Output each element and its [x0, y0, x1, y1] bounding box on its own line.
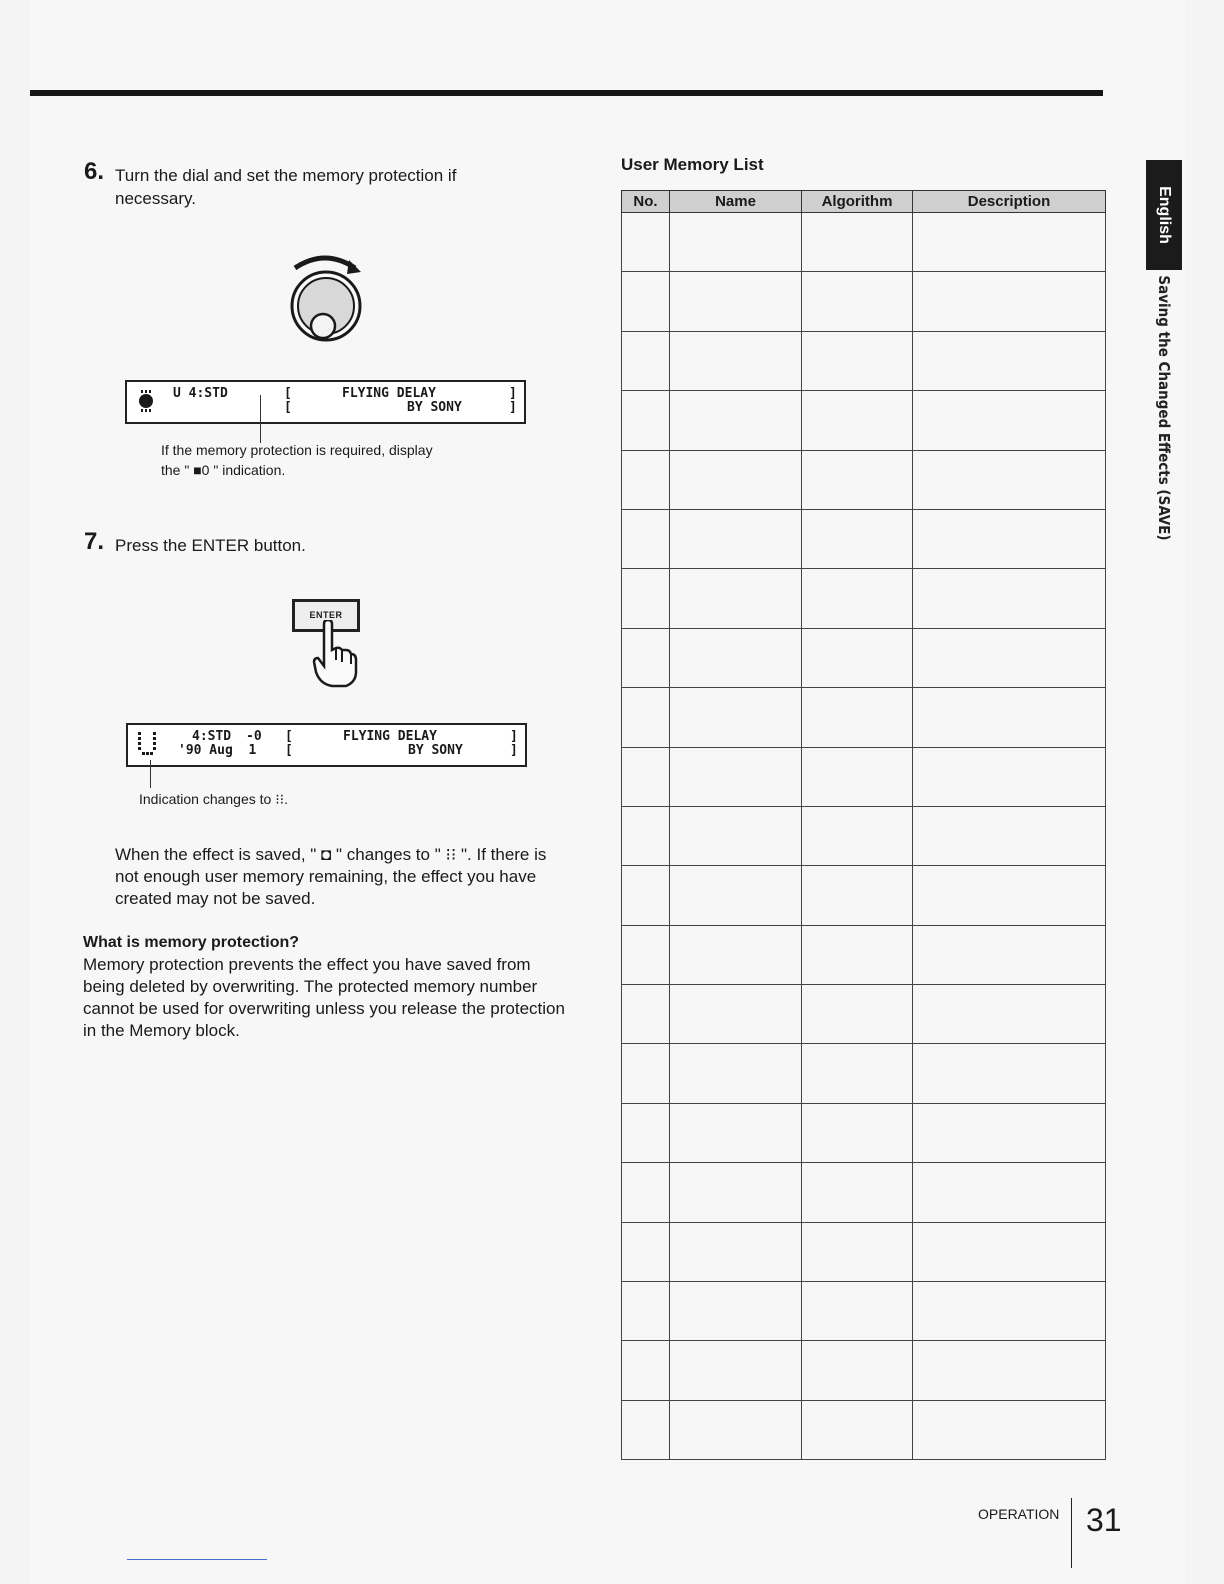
table-cell: [670, 1341, 802, 1400]
table-cell: [913, 1044, 1106, 1103]
bottom-underline: [127, 1559, 267, 1560]
table-cell: [913, 1103, 1106, 1162]
pressing-finger-icon: [312, 620, 360, 690]
table-cell: [670, 1400, 802, 1459]
table-cell: [913, 628, 1106, 687]
table-cell: [670, 806, 802, 865]
table-cell: [802, 985, 913, 1044]
table-cell: [622, 866, 670, 925]
table-cell: [670, 391, 802, 450]
column-header-algorithm: Algorithm: [802, 191, 913, 213]
table-cell: [670, 450, 802, 509]
table-cell: [622, 925, 670, 984]
lcd1-bracket-open-2: [: [284, 400, 292, 415]
table-cell: [802, 1282, 913, 1341]
table-row: [622, 1163, 1106, 1222]
table-cell: [622, 1163, 670, 1222]
table-row: [622, 1044, 1106, 1103]
table-cell: [670, 1282, 802, 1341]
table-cell: [913, 1341, 1106, 1400]
table-cell: [622, 1044, 670, 1103]
lcd2-row2-left: '90 Aug 1: [178, 743, 257, 758]
table-cell: [670, 628, 802, 687]
table-cell: [802, 1103, 913, 1162]
table-cell: [622, 569, 670, 628]
step-7-number: 7.: [84, 528, 105, 555]
table-cell: [670, 569, 802, 628]
table-cell: [622, 1341, 670, 1400]
memory-list-title: User Memory List: [621, 155, 764, 174]
table-cell: [622, 688, 670, 747]
table-row: [622, 569, 1106, 628]
table-cell: [913, 806, 1106, 865]
table-row: [622, 866, 1106, 925]
table-cell: [913, 747, 1106, 806]
lcd2-row1-right: FLYING DELAY: [343, 729, 437, 744]
table-cell: [622, 747, 670, 806]
step-6-text: Turn the dial and set the memory protection if necessary.: [115, 166, 457, 208]
lcd2-bracket-open-2: [: [285, 743, 293, 758]
table-cell: [913, 985, 1106, 1044]
table-row: [622, 1103, 1106, 1162]
step-7-text: Press the ENTER button.: [115, 536, 306, 555]
section-side-label: Saving the Changed Effects (SAVE): [1155, 275, 1173, 541]
table-cell: [913, 272, 1106, 331]
table-cell: [802, 569, 913, 628]
lcd1-row1-left: U 4:STD: [173, 386, 228, 401]
table-cell: [670, 747, 802, 806]
table-cell: [670, 509, 802, 568]
table-cell: [913, 509, 1106, 568]
lcd-display-after: [126, 723, 527, 767]
table-cell: [802, 925, 913, 984]
lcd2-row1-left: 4:STD: [192, 729, 232, 744]
language-tab-label: English: [1156, 186, 1173, 244]
table-cell: [913, 1163, 1106, 1222]
table-cell: [670, 213, 802, 272]
table-cell: [670, 1044, 802, 1103]
lcd2-leader-line: [150, 760, 151, 788]
table-row: [622, 1341, 1106, 1400]
header-rule: [30, 90, 1103, 96]
lcd1-row1-right: FLYING DELAY: [342, 386, 436, 401]
table-cell: [622, 509, 670, 568]
table-cell: [913, 866, 1106, 925]
column-header-no: No.: [622, 191, 670, 213]
table-row: [622, 509, 1106, 568]
protection-body: Memory protection prevents the effect you have saved from being deleted by overwriting. The protected memory number cannot be used for overwriting unless you release the protection in the Memory block.: [83, 955, 565, 1040]
table-cell: [802, 806, 913, 865]
table-row: [622, 272, 1106, 331]
table-cell: [622, 1222, 670, 1281]
table-cell: [913, 925, 1106, 984]
table-cell: [913, 391, 1106, 450]
table-cell: [802, 1222, 913, 1281]
lcd1-bracket-open: [: [284, 386, 292, 401]
table-cell: [802, 331, 913, 390]
dial-icon: [285, 250, 365, 346]
lcd1-caption: If the memory protection is required, display the " ■0 " indication.: [161, 442, 433, 478]
table-cell: [802, 391, 913, 450]
table-row: [622, 985, 1106, 1044]
lcd1-leader-line: [260, 395, 261, 443]
table-cell: [670, 1103, 802, 1162]
enter-button[interactable]: ENTER: [292, 599, 360, 632]
memory-dot-icon: [137, 388, 155, 414]
table-cell: [802, 1163, 913, 1222]
footer-section-name: OPERATION: [978, 1506, 1060, 1522]
lcd2-row2-right: BY SONY: [408, 743, 463, 758]
table-cell: [802, 688, 913, 747]
table-cell: [913, 1282, 1106, 1341]
table-cell: [622, 1400, 670, 1459]
table-cell: [622, 628, 670, 687]
lcd2-bracket-close-2: ]: [510, 743, 518, 758]
table-cell: [913, 569, 1106, 628]
table-cell: [622, 450, 670, 509]
table-cell: [802, 272, 913, 331]
table-cell: [913, 1400, 1106, 1459]
table-cell: [913, 688, 1106, 747]
table-cell: [802, 1044, 913, 1103]
lcd-display-before: [125, 380, 526, 424]
table-row: [622, 450, 1106, 509]
table-cell: [802, 1400, 913, 1459]
memory-list-table: [621, 190, 1106, 1460]
table-row: [622, 1282, 1106, 1341]
table-cell: [622, 1103, 670, 1162]
column-header-name: Name: [670, 191, 802, 213]
saved-note: When the effect is saved, " ◘ " changes to " ⁝⁝ ". If there is not enough user memory remaining, the effect you have created may not be saved.: [115, 845, 547, 908]
table-row: [622, 688, 1106, 747]
table-row: [622, 1222, 1106, 1281]
lcd1-row2-right: BY SONY: [407, 400, 462, 415]
column-header-description: Description: [913, 191, 1106, 213]
protection-heading: What is memory protection?: [83, 934, 300, 951]
table-cell: [670, 925, 802, 984]
table-cell: [802, 1341, 913, 1400]
table-cell: [802, 747, 913, 806]
table-row: [622, 1400, 1106, 1459]
lcd2-bracket-open: [: [285, 729, 293, 744]
table-row: [622, 747, 1106, 806]
step-6-number: 6.: [84, 158, 105, 185]
table-cell: [670, 985, 802, 1044]
table-cell: [913, 450, 1106, 509]
lcd1-bracket-close-2: ]: [509, 400, 517, 415]
lcd2-protect-indicator: -0: [246, 729, 262, 744]
table-cell: [670, 688, 802, 747]
table-cell: [622, 331, 670, 390]
lcd1-bracket-close: ]: [509, 386, 517, 401]
table-cell: [622, 1282, 670, 1341]
table-cell: [670, 1163, 802, 1222]
table-cell: [622, 806, 670, 865]
dotted-u-icon: [136, 730, 160, 758]
table-cell: [670, 331, 802, 390]
table-cell: [622, 985, 670, 1044]
lcd2-caption: Indication changes to ⁝⁝.: [139, 791, 288, 807]
table-row: [622, 331, 1106, 390]
table-cell: [802, 628, 913, 687]
memory-list-header-row: [622, 191, 1106, 213]
table-cell: [670, 272, 802, 331]
table-cell: [670, 866, 802, 925]
table-row: [622, 213, 1106, 272]
lcd2-bracket-close: ]: [510, 729, 518, 744]
memory-list-body: [622, 213, 1106, 1460]
footer-divider: [1071, 1498, 1072, 1568]
table-cell: [802, 213, 913, 272]
table-cell: [913, 213, 1106, 272]
table-row: [622, 925, 1106, 984]
table-cell: [622, 391, 670, 450]
table-row: [622, 806, 1106, 865]
table-cell: [622, 213, 670, 272]
table-cell: [802, 866, 913, 925]
table-cell: [802, 509, 913, 568]
table-cell: [913, 331, 1106, 390]
table-row: [622, 391, 1106, 450]
table-cell: [802, 450, 913, 509]
table-cell: [670, 1222, 802, 1281]
language-tab: [1146, 160, 1182, 270]
table-cell: [622, 272, 670, 331]
table-row: [622, 628, 1106, 687]
page-number: 31: [1086, 1502, 1122, 1538]
table-cell: [913, 1222, 1106, 1281]
